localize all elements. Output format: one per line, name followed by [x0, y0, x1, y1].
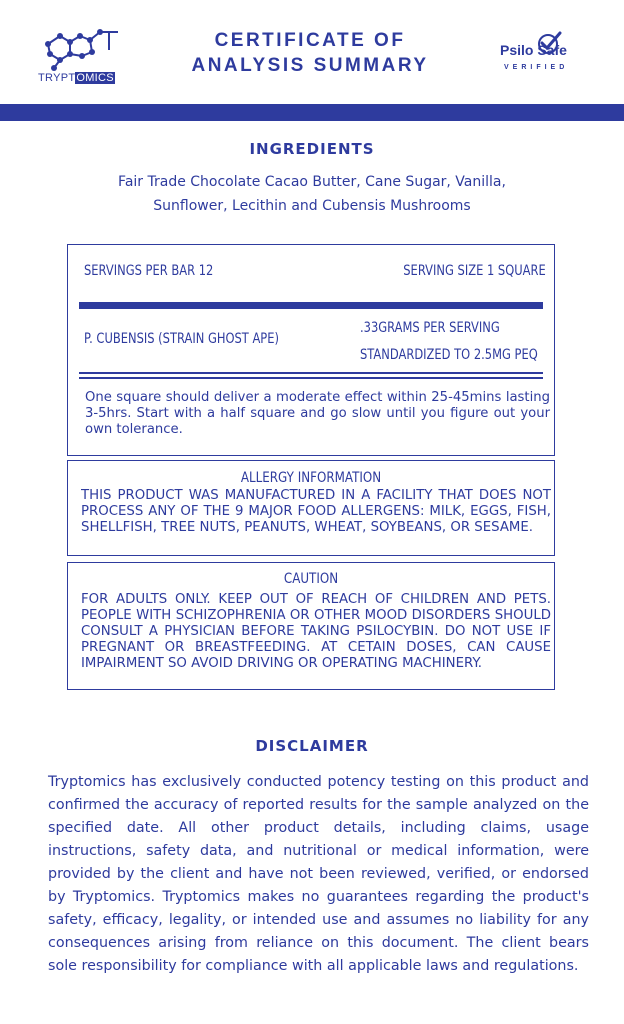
ingredients-text: Fair Trade Chocolate Cacao Butter, Cane Sugar, Vanilla, Sunflower, Lecithin and Cubensis Mushrooms — [118, 174, 506, 214]
badge-name: Psilo Safe — [500, 42, 567, 58]
title-line-2: ANALYSIS SUMMARY — [191, 55, 429, 76]
serving-divider-thick — [79, 302, 543, 309]
allergy-text: THIS PRODUCT WAS MANUFACTURED IN A FACILITY THAT DOES NOT PROCESS ANY OF THE 9 MAJOR FOOD ALLERGENS: MILK, EGGS, FISH, SHELLFISH, TREE NUTS, PEANUTS, WHEAT, SOYBEANS, OR SESAME. — [81, 488, 551, 535]
logo-text-a: TRYPT — [38, 72, 76, 84]
logo-wordmark — [38, 72, 115, 84]
header-divider-bar — [0, 104, 624, 121]
disclaimer-text: Tryptomics has exclusively conducted potency testing on this product and confirmed the accuracy of reported results for the sample analyzed on the specified date. All other product details, including claims, usage instructions, safety data, and nutritional or medical information, were provided by the client and have not been reviewed, verified, or endorsed by Tryptomics. Tryptomics makes no guarantees regarding the product's safety, efficacy, legality, or intended use and assumes no liability for any consequences arising from reliance on this document. The client bears sole responsibility for compliance with all applicable laws and regulations. — [48, 774, 589, 974]
caution-heading: CAUTION — [283, 571, 339, 587]
title-line-1: CERTIFICATE OF — [214, 30, 406, 51]
psilosafe-verified-badge — [498, 30, 590, 78]
servings-per-bar: SERVINGS PER BAR 12 — [84, 263, 214, 279]
caution-text: FOR ADULTS ONLY. KEEP OUT OF REACH OF CHILDREN AND PETS. PEOPLE WITH SCHIZOPHRENIA OR OTHER MOOD DISORDERS SHOULD CONSULT A PHYSICIAN BEFORE TAKING PSILOCYBIN. DO NOT USE IF PREGNANT OR BREASTFEEDING. AT CETAIN DOSES, CAN CAUSE IMPAIRMENT SO AVOID DRIVING OR OPERATING MACHINERY. — [81, 592, 551, 671]
disclaimer-heading: DISCLAIMER — [255, 737, 369, 755]
ingredients-heading: INGREDIENTS — [249, 140, 375, 158]
serving-divider-thin-1 — [79, 372, 543, 374]
logo-text-b: OMICS — [76, 72, 114, 84]
standardized-dose: STANDARDIZED TO 2.5MG PEQ — [360, 347, 538, 363]
allergy-heading: ALLERGY INFORMATION — [240, 470, 382, 486]
serving-divider-thin-2 — [79, 377, 543, 379]
grams-per-serving: .33GRAMS PER SERVING — [360, 320, 500, 336]
serving-size: SERVING SIZE 1 SQUARE — [403, 263, 546, 279]
strain-name: P. CUBENSIS (STRAIN GHOST APE) — [84, 331, 279, 347]
page-title — [150, 28, 470, 78]
badge-sub: VERIFIED — [504, 64, 569, 71]
dosage-note: One square should deliver a moderate effect within 25-45mins lasting 3-5hrs. Start with a half square and go slow until you figure out your own tolerance. — [85, 390, 550, 437]
